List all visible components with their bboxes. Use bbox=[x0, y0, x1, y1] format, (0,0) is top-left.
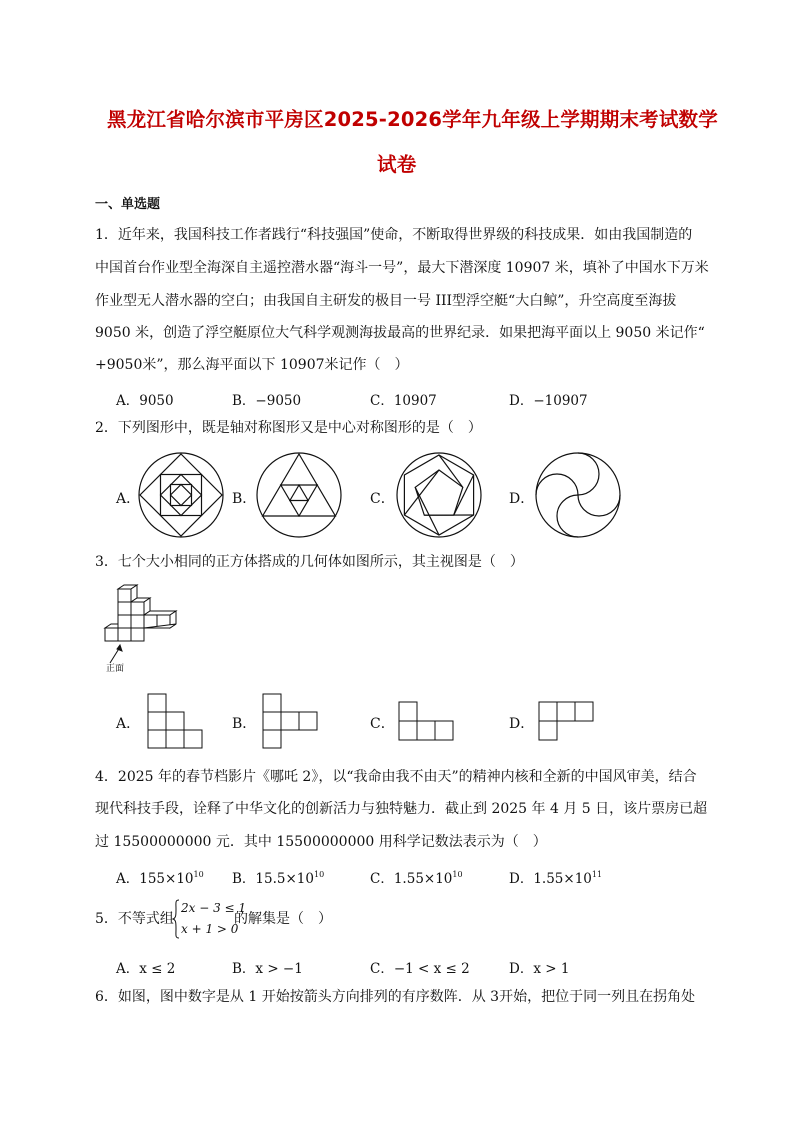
q4-line: 过 15500000000 元．其中 15500000000 用科学记数法表示为（ ） bbox=[95, 834, 547, 850]
q3-view-a[interactable] bbox=[147, 693, 203, 749]
q4-option-a-exp: 10 bbox=[193, 870, 204, 879]
q4-option-a-label: A． bbox=[116, 871, 140, 887]
q2-figure-b[interactable] bbox=[256, 452, 342, 538]
q4-option-d-base: 1.55×10 bbox=[533, 871, 592, 887]
q4-option-b-label: B． bbox=[232, 871, 256, 887]
q3-label-d[interactable]: D． bbox=[509, 716, 535, 732]
q5-suffix: 的解集是（ ） bbox=[234, 911, 332, 927]
q4-option-d-label: D． bbox=[509, 871, 534, 887]
q3-text: 3．七个大小相同的正方体搭成的几何体如图所示，其主视图是（ ） bbox=[95, 554, 524, 570]
q2-label-d[interactable]: D． bbox=[509, 491, 535, 507]
q5-option-d[interactable]: D．x > 1 bbox=[509, 961, 570, 977]
q1-line: 作业型无人潜水器的空白；由我国自主研发的极目一号 III型浮空艇“大白鲸”，升空高度至海拔 bbox=[95, 293, 677, 309]
q5-brace bbox=[172, 899, 180, 939]
q3-view-d[interactable] bbox=[538, 701, 594, 741]
q4-line: 现代科技手段，诠释了中华文化的创新活力与独特魅力．截止到 2025 年 4 月 5 日，该片票房已超 bbox=[95, 801, 708, 817]
q3-label-c[interactable]: C． bbox=[370, 716, 395, 732]
q1-option-c[interactable]: C．10907 bbox=[370, 393, 437, 409]
q2-figure-c[interactable] bbox=[396, 452, 482, 538]
q1-line: 中国首台作业型全海深自主遥控潜水器“海斗一号”，最大下潜深度 10907 米，填补了中国水下万米 bbox=[95, 260, 709, 276]
q4-option-b-base: 15.5×10 bbox=[255, 871, 314, 887]
q4-option-c-label: C． bbox=[370, 871, 394, 887]
q4-line: 4．2025 年的春节档影片《哪吒 2》，以“我命由我不由天”的精神内核和全新的中国风审美，结合 bbox=[95, 769, 697, 785]
q4-option-d-exp: 11 bbox=[591, 870, 603, 879]
q5-option-a[interactable]: A．x ≤ 2 bbox=[116, 961, 176, 977]
q2-figure-d[interactable] bbox=[535, 452, 621, 538]
q3-front-caption: 正面 bbox=[106, 664, 125, 674]
q2-label-c[interactable]: C． bbox=[370, 491, 395, 507]
q4-option-c-base: 1.55×10 bbox=[393, 871, 453, 887]
page-title-continued: 试卷 bbox=[377, 153, 417, 176]
q3-label-a[interactable]: A． bbox=[116, 716, 141, 732]
q5-inequality-1: 2x − 3 ≤ 1 bbox=[181, 901, 247, 915]
q6-text: 6．如图，图中数字是从 1 开始按箭头方向排列的有序数阵．从 3开始，把位于同一列且在拐角处 bbox=[95, 989, 696, 1005]
page-title: 黑龙江省哈尔滨市平房区2025-2026学年九年级上学期期末考试数学 bbox=[107, 108, 718, 131]
q4-option-c[interactable] bbox=[370, 867, 463, 887]
q3-view-b[interactable] bbox=[262, 693, 318, 749]
q1-line: +9050米”，那么海平面以下 10907米记作（ ） bbox=[95, 357, 409, 373]
q5-inequality-2: x + 1 > 0 bbox=[181, 922, 239, 936]
q2-figure-a[interactable] bbox=[138, 452, 224, 538]
section-heading: 一、单选题 bbox=[95, 197, 161, 212]
q4-option-c-exp: 10 bbox=[452, 870, 463, 879]
q2-label-b[interactable]: B． bbox=[232, 491, 257, 507]
q1-line: 9050 米，创造了浮空艇原位大气科学观测海拔最高的世界纪录．如果把海平面以上 9050 米记作“ bbox=[95, 325, 705, 341]
q1-option-a[interactable]: A．9050 bbox=[116, 393, 174, 409]
q1-option-d[interactable]: D．−10907 bbox=[509, 393, 588, 409]
q2-label-a[interactable]: A． bbox=[116, 491, 141, 507]
q4-option-b-exp: 10 bbox=[313, 870, 325, 879]
q5-option-b[interactable]: B．x > −1 bbox=[232, 961, 303, 977]
q3-view-c[interactable] bbox=[398, 701, 454, 741]
q4-option-a-base: 155×10 bbox=[139, 871, 194, 887]
q3-label-b[interactable]: B． bbox=[232, 716, 257, 732]
q5-option-c[interactable]: C．−1 < x ≤ 2 bbox=[370, 961, 470, 977]
q4-option-a[interactable] bbox=[116, 867, 204, 887]
q4-option-b[interactable] bbox=[232, 867, 324, 887]
q1-line: 1．近年来，我国科技工作者践行“科技强国”使命，不断取得世界级的科技成果．如由我国制造的 bbox=[95, 227, 693, 243]
q2-text: 2．下列图形中，既是轴对称图形又是中心对称图形的是（ ） bbox=[95, 420, 482, 436]
q4-option-d[interactable] bbox=[509, 867, 602, 887]
q5-prefix: 5．不等式组 bbox=[95, 911, 174, 927]
q1-option-b[interactable]: B．−9050 bbox=[232, 393, 302, 409]
